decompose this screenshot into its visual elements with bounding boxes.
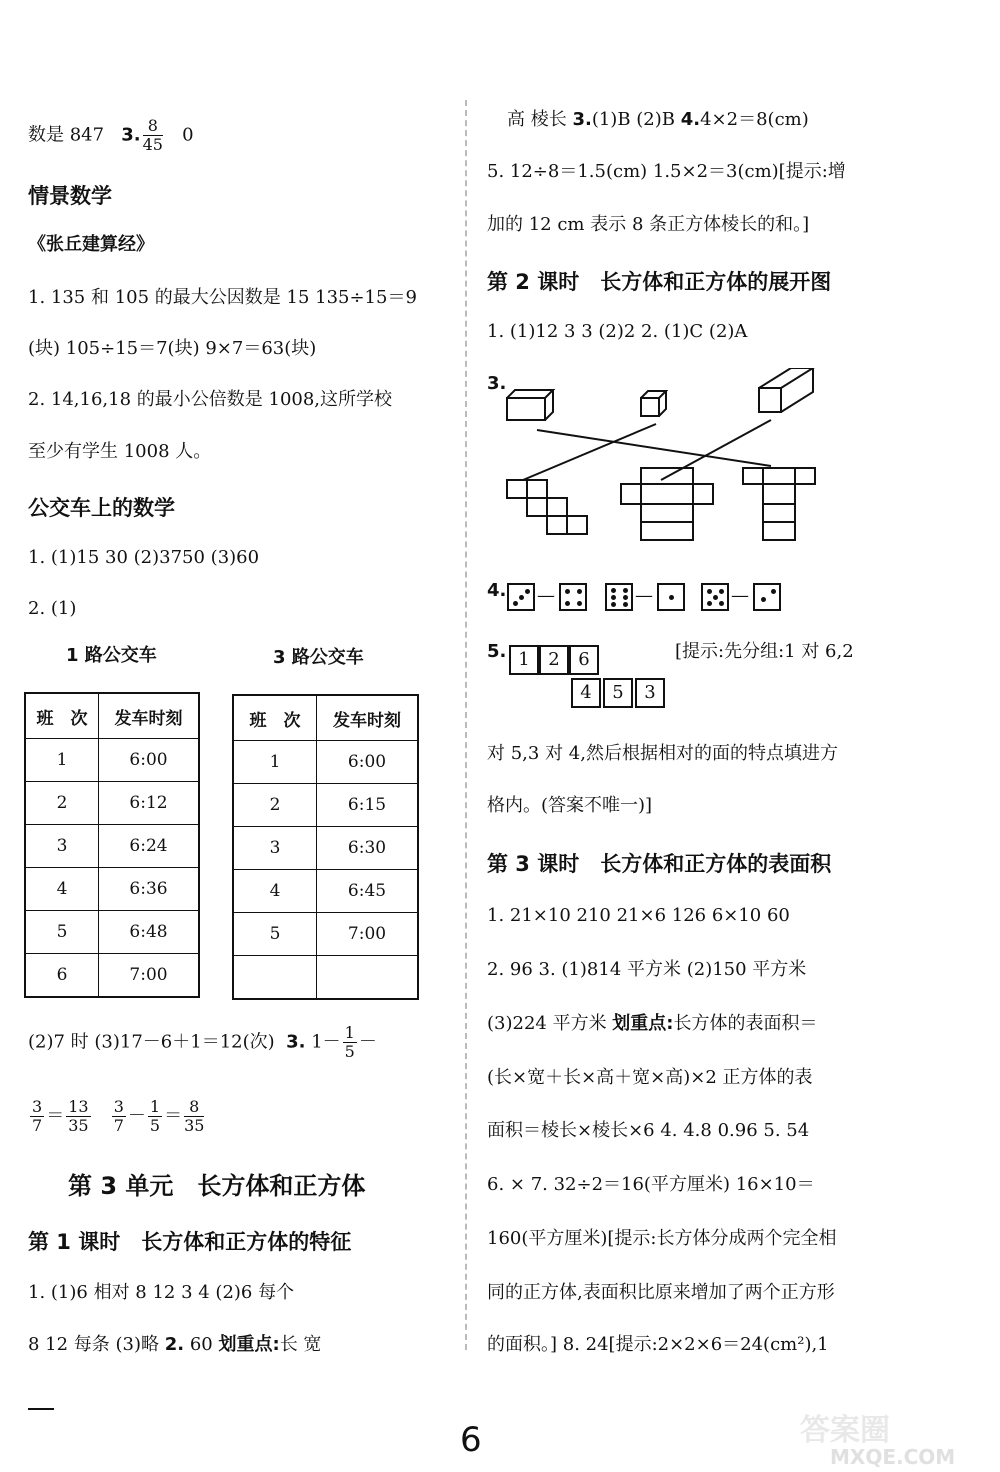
table-header: 发车时刻 — [99, 693, 200, 739]
r-line8: 对 5,3 对 4,然后根据相对的面的特点填进方 — [487, 743, 838, 764]
fraction-8-45: $\frac{8}{45}$ — [142, 116, 163, 154]
net-matching-figure — [501, 368, 821, 548]
r-line3: 加的 12 cm 表示 8 条正方体棱长的和。] — [487, 214, 810, 235]
r-line16: 160(平方厘米)[提示:长方体分成两个完全相 — [487, 1228, 837, 1249]
table-header: 班 次 — [233, 695, 317, 741]
bus-table-2 — [232, 694, 419, 1000]
table-header: 班 次 — [25, 693, 99, 739]
lesson3-title: 第 3 课时 长方体和正方体的表面积 — [487, 852, 832, 876]
q2-line1: 2. 14,16,18 的最小公倍数是 1008,这所学校 — [28, 389, 393, 410]
table2-caption: 3 路公交车 — [273, 647, 364, 668]
table-row: 5 6:48 — [25, 911, 199, 954]
die-face-4 — [559, 583, 587, 611]
die-face-1 — [657, 583, 685, 611]
lesson2-title: 第 2 课时 长方体和正方体的展开图 — [487, 270, 832, 294]
q1-line2: (块) 105÷15＝7(块) 9×7＝63(块) — [28, 338, 317, 359]
lesson1-q1: 1. (1)6 相对 8 12 3 4 (2)6 每个 — [28, 1282, 295, 1303]
fraction-1-5: $\frac{1}{5}$ — [344, 1023, 355, 1061]
net-cell: 4 — [571, 678, 601, 708]
bus-table-1 — [24, 692, 200, 998]
dash: — — [635, 585, 653, 606]
net-cell: 5 — [603, 678, 633, 708]
column-divider — [465, 100, 467, 1350]
table-header: 发车时刻 — [317, 695, 419, 741]
table-row — [233, 956, 418, 1000]
net-cell: 6 — [569, 645, 599, 675]
heading-bus-math: 公交车上的数学 — [28, 496, 175, 520]
table-row: 1 6:00 — [233, 741, 418, 784]
r-line13: (长×宽＋长×高＋宽×高)×2 正方体的表 — [487, 1067, 813, 1088]
net-cell: 3 — [635, 678, 665, 708]
table-row: 6 7:00 — [25, 954, 199, 998]
table-row: 1 6:00 — [25, 739, 199, 782]
table-row: 3 6:30 — [233, 827, 418, 870]
table-row: 3 6:24 — [25, 825, 199, 868]
r-line2: 5. 12÷8＝1.5(cm) 1.5×2＝3(cm)[提示:增 — [487, 161, 846, 182]
r-line12: (3)224 平方米 划重点:长方体的表面积＝ — [487, 1013, 818, 1034]
line-847: 数是 847 3. $\frac{8}{45}$ 0 — [28, 116, 194, 154]
q2-line2: 至少有学生 1008 人。 — [28, 441, 212, 462]
page-number: 6 — [460, 1420, 482, 1460]
table-row: 4 6:36 — [25, 868, 199, 911]
r-line14: 面积＝棱长×棱长×6 4. 4.8 0.96 5. 54 — [487, 1120, 810, 1141]
watermark-url: MXQE.COM — [830, 1445, 956, 1469]
bus-q1: 1. (1)15 30 (2)3750 (3)60 — [28, 547, 260, 568]
q5-label: 5. — [487, 641, 507, 662]
r-line9: 格内。(答案不唯一)] — [487, 795, 653, 816]
q5-hint: [提示:先分组:1 对 6,2 — [675, 641, 854, 662]
q3-label: 3. — [487, 373, 507, 394]
corner-mark — [28, 1408, 54, 1410]
r-line10: 1. 21×10 210 21×6 126 6×10 60 — [487, 905, 790, 926]
r-line18: 的面积。] 8. 24[提示:2×2×6＝24(cm²),1 — [487, 1334, 829, 1355]
net-cell: 1 — [509, 645, 539, 675]
lesson1-q2: 8 12 每条 (3)略 2. 60 划重点:长 宽 — [28, 1334, 322, 1355]
table-row: 4 6:45 — [233, 870, 418, 913]
unit-title: 第 3 单元 长方体和正方体 — [68, 1172, 366, 1200]
bus-q2: 2. (1) — [28, 598, 77, 619]
table-row: 2 6:12 — [25, 782, 199, 825]
r-line1: 高 棱长 3.(1)B (2)B 4.4×2＝8(cm) — [507, 109, 809, 130]
table-row: 5 7:00 — [233, 913, 418, 956]
die-face-5 — [701, 583, 729, 611]
table1-caption: 1 路公交车 — [66, 645, 157, 666]
dash: — — [731, 585, 749, 606]
q4-label: 4. — [487, 580, 507, 601]
net-cell: 2 — [539, 645, 569, 675]
r-line15: 6. × 7. 32÷2＝16(平方厘米) 16×10＝ — [487, 1174, 815, 1195]
r-line4: 1. (1)12 3 3 (2)2 2. (1)C (2)A — [487, 321, 748, 342]
watermark-logo: 答案圈 — [800, 1413, 890, 1448]
line-after-table: (2)7 时 (3)17－6＋1＝12(次) 3. 1－ $\frac{1}{5}$ － — [28, 1023, 377, 1061]
heading-scene-math: 情景数学 — [28, 184, 112, 208]
q1-line1: 1. 135 和 105 的最大公因数是 15 135÷15＝9 — [28, 287, 417, 308]
dash: — — [537, 585, 555, 606]
r-line17: 同的正方体,表面积比原来增加了两个正方形 — [487, 1282, 835, 1303]
heading-zhangqiujian: 《张丘建算经》 — [28, 234, 154, 255]
r-line11: 2. 96 3. (1)814 平方米 (2)150 平方米 — [487, 959, 807, 980]
die-face-3 — [507, 583, 535, 611]
lesson1-title: 第 1 课时 长方体和正方体的特征 — [28, 1230, 352, 1254]
fraction-equation: $\frac{3}{7}$ ＝ $\frac{13}{35}$ $\frac{3}{7}$ － $\frac{1}{5}$ ＝ $\frac{8}{35}$ — [32, 1097, 205, 1135]
table-row: 2 6:15 — [233, 784, 418, 827]
die-face-6 — [605, 583, 633, 611]
die-face-2 — [753, 583, 781, 611]
